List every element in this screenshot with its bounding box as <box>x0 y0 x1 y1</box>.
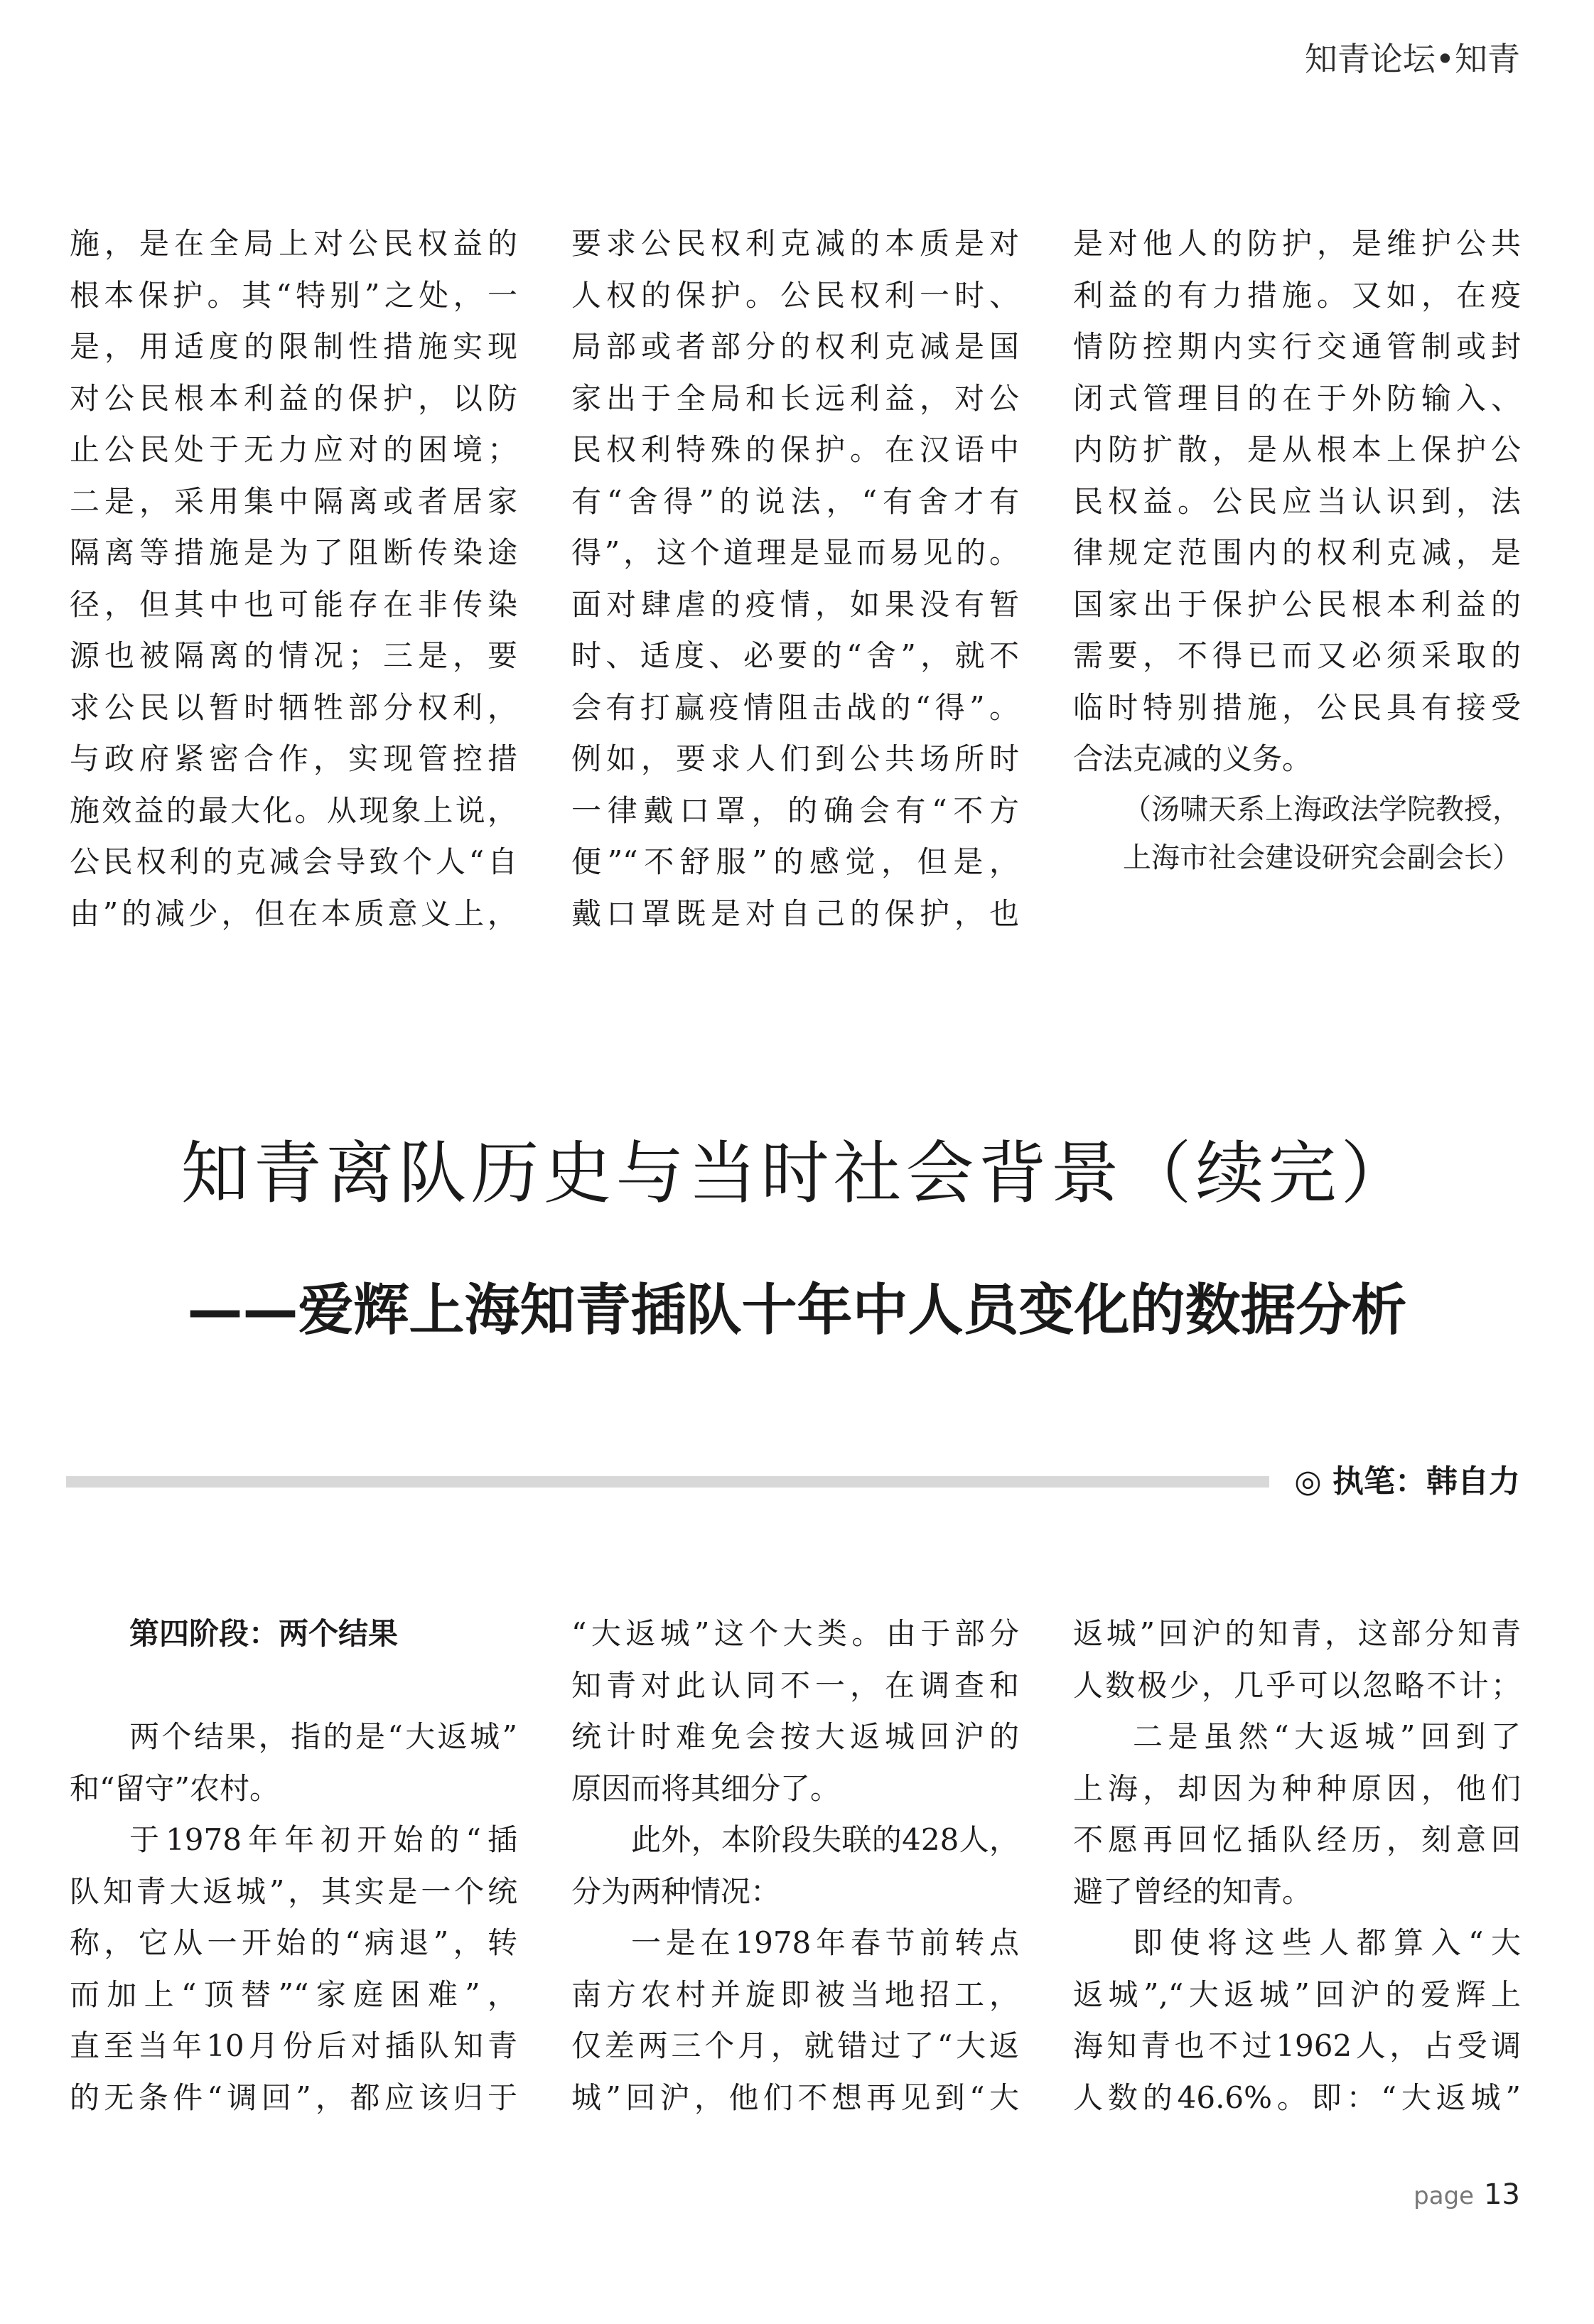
text-line: 统计时难免会按大返城回沪的 <box>571 1719 1019 1754</box>
page-footer <box>1413 2176 1520 2219</box>
prev-article-column-2 <box>571 218 1019 940</box>
text-line: 和“留守”农村。 <box>70 1770 279 1806</box>
section-header: 知青论坛•知青 <box>1304 40 1520 78</box>
text-line: 情防控期内实行交通管制或封 <box>1073 329 1521 364</box>
byline: ◎ 执笔：韩自力 <box>1294 1463 1520 1500</box>
text-line: 分为两种情况： <box>571 1873 781 1909</box>
text-line: 律规定范围内的权利克减，是 <box>1073 535 1521 570</box>
text-line: 一是在1978年春节前转点 <box>631 1925 1019 1960</box>
text-line: 而加上“顶替”“家庭困难”， <box>70 1976 517 2012</box>
text-line: 民权益。公民应当认识到，法 <box>1073 483 1521 519</box>
article-subtitle: ——爱辉上海知青插队十年中人员变化的数据分析 <box>187 1279 1407 1343</box>
divider-bar <box>66 1476 1269 1488</box>
prev-article-column-1 <box>70 218 517 940</box>
text-line: 求公民以暂时牺牲部分权利， <box>70 689 517 725</box>
text-line: 称，它从一开始的“病退”，转 <box>70 1925 517 1960</box>
text-line: 局部或者部分的权利克减是国 <box>571 329 1019 364</box>
page-label: page <box>1413 2182 1475 2210</box>
text-line: 内防扩散，是从根本上保护公 <box>1073 432 1521 467</box>
text-line: 例如，要求人们到公共场所时 <box>571 741 1019 776</box>
text-line: 戴口罩既是对自己的保护，也 <box>571 895 1019 931</box>
text-line: 根本保护。其“特别”之处，一 <box>70 277 517 313</box>
text-line: 需要，不得已而又必须采取的 <box>1073 638 1521 673</box>
text-line: 要求公民权利克减的本质是对 <box>571 226 1019 261</box>
text-line: 隔离等措施是为了阻断传染途 <box>70 535 517 570</box>
text-line: 返城”,“大返城”回沪的爱辉上 <box>1073 1976 1521 2012</box>
text-line: 施效益的最大化。从现象上说， <box>70 792 517 828</box>
text-line: 仅差两三个月，就错过了“大返 <box>571 2028 1019 2063</box>
text-line: 避了曾经的知青。 <box>1073 1873 1313 1909</box>
article-column-1 <box>70 1608 517 2124</box>
text-line: 公民权利的克减会导致个人“自 <box>70 844 517 879</box>
article-column-3 <box>1073 1608 1521 2124</box>
author-note: 上海市社会建设研究会副会长） <box>1123 841 1521 874</box>
text-line: 径，但其中也可能存在非传染 <box>70 586 517 622</box>
text-line: 南方农村并旋即被当地招工， <box>571 1976 1019 2012</box>
text-line: 利益的有力措施。又如，在疫 <box>1073 277 1521 313</box>
article-column-2 <box>571 1608 1019 2124</box>
text-line: 海知青也不过1962人，占受调 <box>1073 2028 1521 2063</box>
text-line: 二是虽然“大返城”回到了 <box>1133 1719 1521 1754</box>
section-heading: 第四阶段：两个结果 <box>129 1616 399 1651</box>
text-line: 国家出于保护公民根本利益的 <box>1073 586 1521 622</box>
text-line: 一律戴口罩，的确会有“不方 <box>571 792 1019 828</box>
text-line: 家出于全局和长远利益，对公 <box>571 380 1019 416</box>
text-line: 原因而将其细分了。 <box>571 1770 841 1806</box>
text-line: 施，是在全局上对公民权益的 <box>70 226 517 261</box>
text-line: 即使将这些人都算入“大 <box>1133 1925 1521 1960</box>
text-line: 城”回沪，他们不想再见到“大 <box>571 2080 1019 2115</box>
blank-line <box>70 1660 517 1712</box>
text-line: 民权利特殊的保护。在汉语中 <box>571 432 1019 467</box>
text-line: 便”“不舒服”的感觉，但是， <box>571 844 1019 879</box>
text-line: 于1978年年初开始的“插 <box>129 1822 517 1857</box>
prev-article-column-3 <box>1073 218 1521 882</box>
author-note: （汤啸天系上海政法学院教授， <box>1123 792 1521 826</box>
text-line: 人数极少，几乎可以忽略不计； <box>1073 1667 1521 1703</box>
text-line: 是，用适度的限制性措施实现 <box>70 329 517 364</box>
text-line: 队知青大返城”，其实是一个统 <box>70 1873 517 1909</box>
text-line: 不愿再回忆插队经历，刻意回 <box>1073 1822 1521 1857</box>
text-line: 面对肆虐的疫情，如果没有暂 <box>571 586 1019 622</box>
page-number: 13 <box>1484 2178 1520 2211</box>
text-line: 此外，本阶段失联的428人， <box>631 1822 1019 1857</box>
text-line: 的无条件“调回”，都应该归于 <box>70 2080 517 2115</box>
text-line: 对公民根本利益的保护，以防 <box>70 380 517 416</box>
text-line: 返城”回沪的知青，这部分知青 <box>1073 1616 1521 1651</box>
text-line: 会有打赢疫情阻击战的“得”。 <box>571 689 1019 725</box>
article-title: 知青离队历史与当时社会背景（续完） <box>181 1134 1413 1213</box>
text-line: 由”的减少，但在本质意义上， <box>70 895 517 931</box>
text-line: 与政府紧密合作，实现管控措 <box>70 741 517 776</box>
text-line: 是对他人的防护，是维护公共 <box>1073 226 1521 261</box>
text-line: 人权的保护。公民权利一时、 <box>571 277 1019 313</box>
text-line: “大返城”这个大类。由于部分 <box>571 1616 1019 1651</box>
text-line: 两个结果，指的是“大返城” <box>129 1719 517 1754</box>
text-line: 时、适度、必要的“舍”，就不 <box>571 638 1019 673</box>
text-line: 止公民处于无力应对的困境； <box>70 432 517 467</box>
text-line: 闭式管理目的在于外防输入、 <box>1073 380 1521 416</box>
text-line: 有“舍得”的说法，“有舍才有 <box>571 483 1019 519</box>
text-line: 知青对此认同不一，在调查和 <box>571 1667 1019 1703</box>
text-line: 二是，采用集中隔离或者居家 <box>70 483 517 519</box>
text-line: 临时特别措施，公民具有接受 <box>1073 689 1521 725</box>
text-line: 上海，却因为种种原因，他们 <box>1073 1770 1521 1806</box>
text-line: 人数的46.6%。即：“大返城” <box>1073 2080 1521 2115</box>
text-line: 合法克减的义务。 <box>1073 741 1313 776</box>
text-line: 源也被隔离的情况；三是，要 <box>70 638 517 673</box>
text-line: 得”，这个道理是显而易见的。 <box>571 535 1019 570</box>
text-line: 直至当年10月份后对插队知青 <box>70 2028 517 2063</box>
